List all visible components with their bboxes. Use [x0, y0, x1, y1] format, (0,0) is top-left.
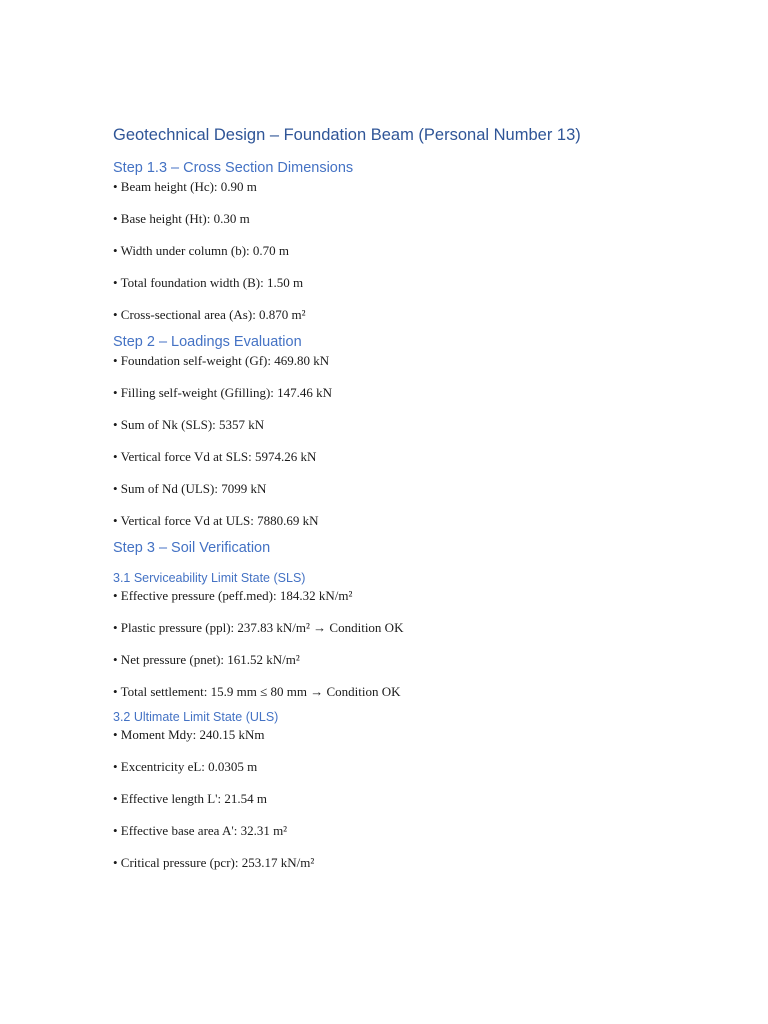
document-page — [113, 124, 713, 886]
list-item: • Total foundation width (B): 1.50 m — [113, 275, 304, 290]
list-item: • Effective base area A': 32.31 m² — [113, 823, 288, 838]
document-title: Geotechnical Design – Foundation Beam (Personal Number 13) — [113, 126, 581, 144]
list-item: • Vertical force Vd at SLS: 5974.26 kN — [113, 449, 317, 464]
list-item: • Cross-sectional area (As): 0.870 m² — [113, 307, 306, 322]
list-item: • Width under column (b): 0.70 m — [113, 243, 290, 258]
list-item: • Vertical force Vd at ULS: 7880.69 kN — [113, 513, 319, 528]
subsection-heading-sls: 3.1 Serviceability Limit State (SLS) — [113, 571, 306, 585]
section-heading-step-1-3: Step 1.3 – Cross Section Dimensions — [113, 160, 354, 176]
list-item: • Effective length L': 21.54 m — [113, 791, 267, 806]
section-heading-step-3: Step 3 – Soil Verification — [113, 540, 271, 556]
list-item: • Foundation self-weight (Gf): 469.80 kN — [113, 353, 330, 368]
list-item: • Excentricity eL: 0.0305 m — [113, 759, 258, 774]
list-item: • Moment Mdy: 240.15 kNm — [113, 727, 265, 742]
list-item: • Sum of Nd (ULS): 7099 kN — [113, 481, 267, 496]
list-item: • Beam height (Hc): 0.90 m — [113, 179, 257, 194]
list-item: • Net pressure (pnet): 161.52 kN/m² — [113, 652, 300, 667]
list-item: • Filling self-weight (Gfilling): 147.46 kN — [113, 385, 333, 400]
list-item: • Total settlement: 15.9 mm ≤ 80 mm → Condition OK — [113, 684, 401, 699]
list-item: • Base height (Ht): 0.30 m — [113, 211, 250, 226]
list-item: • Plastic pressure (ppl): 237.83 kN/m² → Condition OK — [113, 620, 404, 635]
subsection-heading-uls: 3.2 Ultimate Limit State (ULS) — [113, 710, 279, 724]
list-item: • Sum of Nk (SLS): 5357 kN — [113, 417, 265, 432]
list-item: • Critical pressure (pcr): 253.17 kN/m² — [113, 855, 315, 870]
list-item: • Effective pressure (peff.med): 184.32 kN/m² — [113, 588, 353, 603]
section-heading-step-2: Step 2 – Loadings Evaluation — [113, 334, 302, 350]
